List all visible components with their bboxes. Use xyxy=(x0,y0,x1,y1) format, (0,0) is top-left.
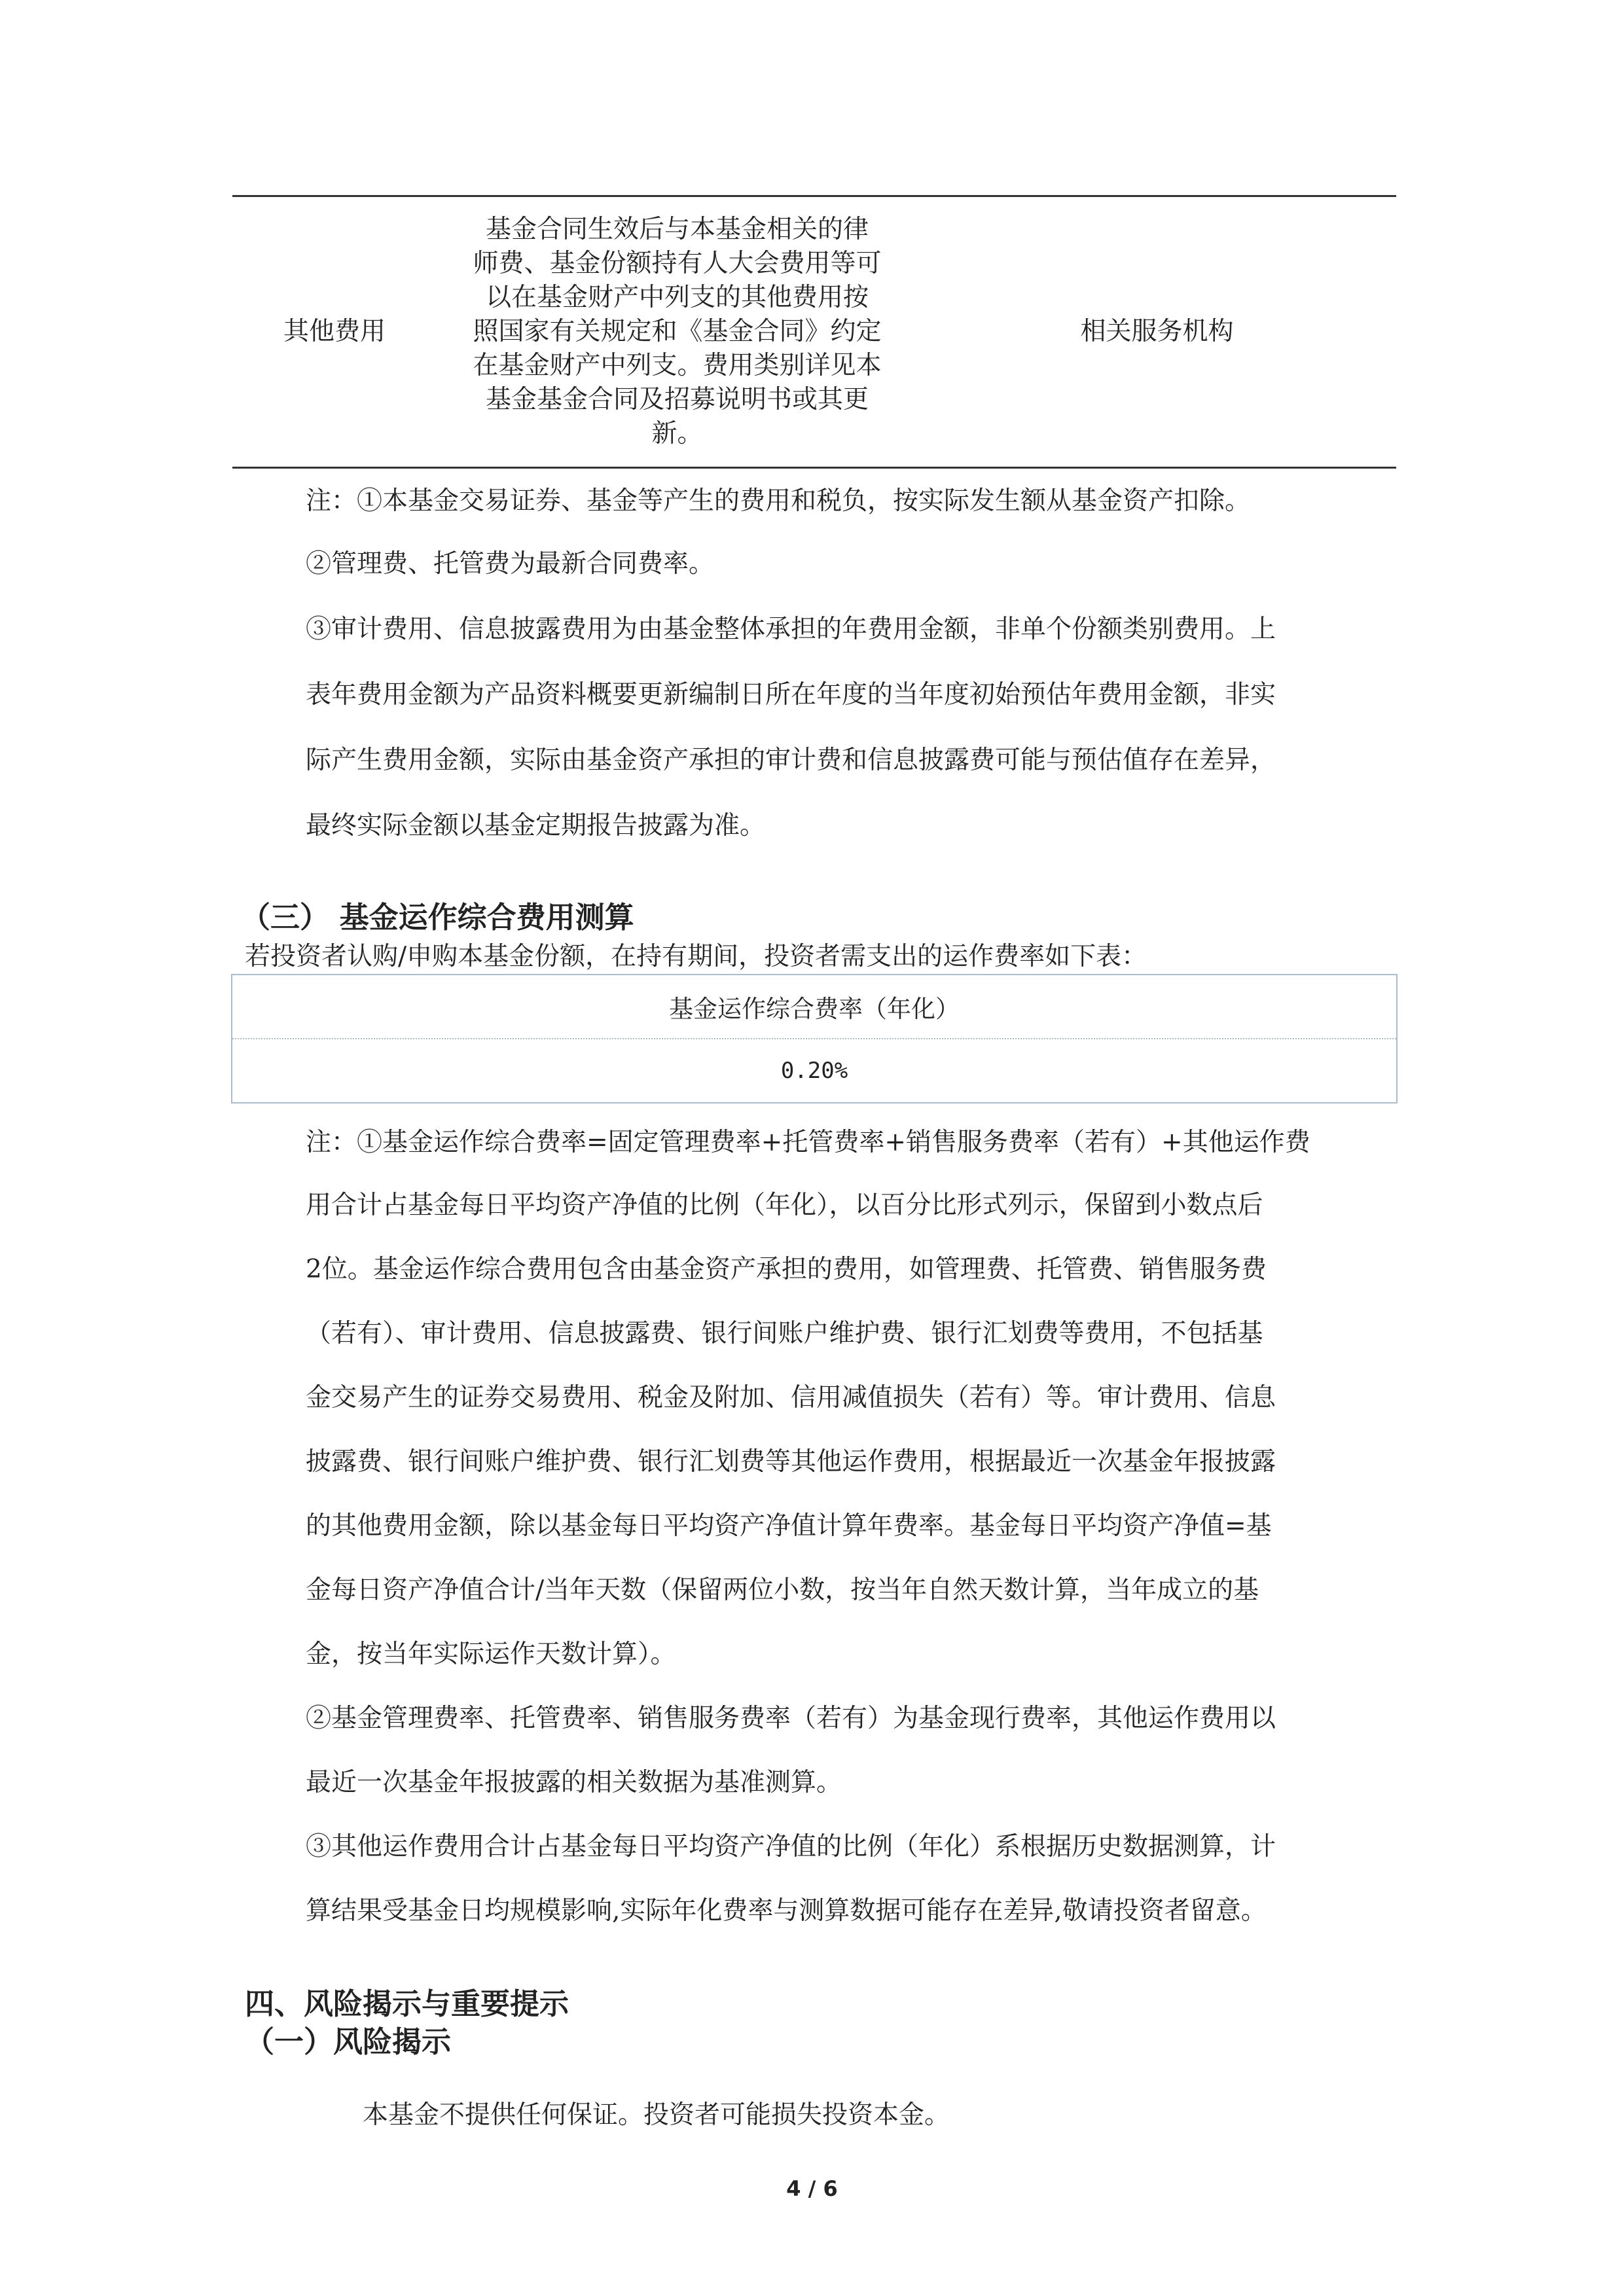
note-line: 最终实际金额以基金定期报告披露为准。 xyxy=(306,811,766,840)
section-heading: 四、风险揭示与重要提示 xyxy=(245,1986,569,2021)
fee-name-cell: 其他费用 xyxy=(283,317,386,346)
note-line: 表年费用金额为产品资料概要更新编制日所在年度的当年度初始预估年费用金额，非实 xyxy=(306,680,1276,709)
fee-description-line: 在基金财产中列支。费用类别详见本 xyxy=(473,351,882,380)
subsection-heading: （一）风险揭示 xyxy=(245,2024,452,2059)
note-line: 金，按当年实际运作天数计算）。 xyxy=(306,1640,676,1669)
note-line: 金交易产生的证券交易费用、税金及附加、信用减值损失（若有）等。审计费用、信息 xyxy=(306,1383,1276,1412)
note-line: 的其他费用金额，除以基金每日平均资产净值计算年费率。基金每日平均资产净值=基 xyxy=(306,1511,1272,1541)
section-heading: （三） 基金运作综合费用测算 xyxy=(241,900,634,935)
note-line: 际产生费用金额，实际由基金资产承担的审计费和信息披露费可能与预估值存在差异， xyxy=(306,745,1276,775)
table-row xyxy=(232,197,1396,467)
fee-recipient-cell: 相关服务机构 xyxy=(1080,317,1234,346)
risk-text: 本基金不提供任何保证。投资者可能损失投资本金。 xyxy=(363,2100,950,2130)
fee-description-line: 基金合同生效后与本基金相关的律 xyxy=(485,215,869,244)
rate-table-value: 0.20% xyxy=(232,1038,1396,1102)
note-line: 最近一次基金年报披露的相关数据为基准测算。 xyxy=(306,1768,842,1797)
note-line: 2位。基金运作综合费用包含由基金资产承担的费用，如管理费、托管费、销售服务费 xyxy=(306,1255,1267,1284)
fee-description-cell xyxy=(437,213,918,451)
rate-table-header: 基金运作综合费率（年化） xyxy=(669,995,960,1023)
section-intro: 若投资者认购/申购本基金份额，在持有期间，投资者需支出的运作费率如下表： xyxy=(245,942,1147,971)
fee-description-line: 新。 xyxy=(651,419,703,448)
note-line: 披露费、银行间账户维护费、银行汇划费等其他运作费用，根据最近一次基金年报披露 xyxy=(306,1447,1276,1477)
note-line: ③审计费用、信息披露费用为由基金整体承担的年费用金额，非单个份额类别费用。上 xyxy=(306,615,1276,644)
note-line: 用合计占基金每日平均资产净值的比例（年化），以百分比形式列示，保留到小数点后 xyxy=(306,1191,1263,1220)
fee-description-line: 以在基金财产中列支的其他费用按 xyxy=(485,283,869,312)
note-line: 注：①基金运作综合费率=固定管理费率+托管费率+销售服务费率（若有）+其他运作费 xyxy=(306,1128,1310,1157)
fee-description-line: 师费、基金份额持有人大会费用等可 xyxy=(473,249,882,278)
note-line: ②基金管理费率、托管费率、销售服务费率（若有）为基金现行费率，其他运作费用以 xyxy=(306,1704,1276,1733)
note-line: （若有）、审计费用、信息披露费、银行间账户维护费、银行汇划费等费用，不包括基 xyxy=(306,1319,1263,1348)
note-line: ③其他运作费用合计占基金每日平均资产净值的比例（年化）系根据历史数据测算，计 xyxy=(306,1832,1276,1861)
fee-table xyxy=(232,195,1396,469)
note-line: 算结果受基金日均规模影响,实际年化费率与测算数据可能存在差异,敬请投资者留意。 xyxy=(306,1896,1267,1926)
fee-description-line: 基金基金合同及招募说明书或其更 xyxy=(485,385,869,414)
page-number: 4 / 6 xyxy=(786,2176,838,2201)
note-line: ②管理费、托管费为最新合同费率。 xyxy=(306,549,715,579)
note-line: 金每日资产净值合计/当年天数（保留两位小数，按当年自然天数计算，当年成立的基 xyxy=(306,1575,1259,1605)
rate-table xyxy=(231,974,1398,1103)
note-line: 注：①本基金交易证券、基金等产生的费用和税负，按实际发生额从基金资产扣除。 xyxy=(306,486,1251,516)
fee-description-line: 照国家有关规定和《基金合同》约定 xyxy=(473,317,882,346)
